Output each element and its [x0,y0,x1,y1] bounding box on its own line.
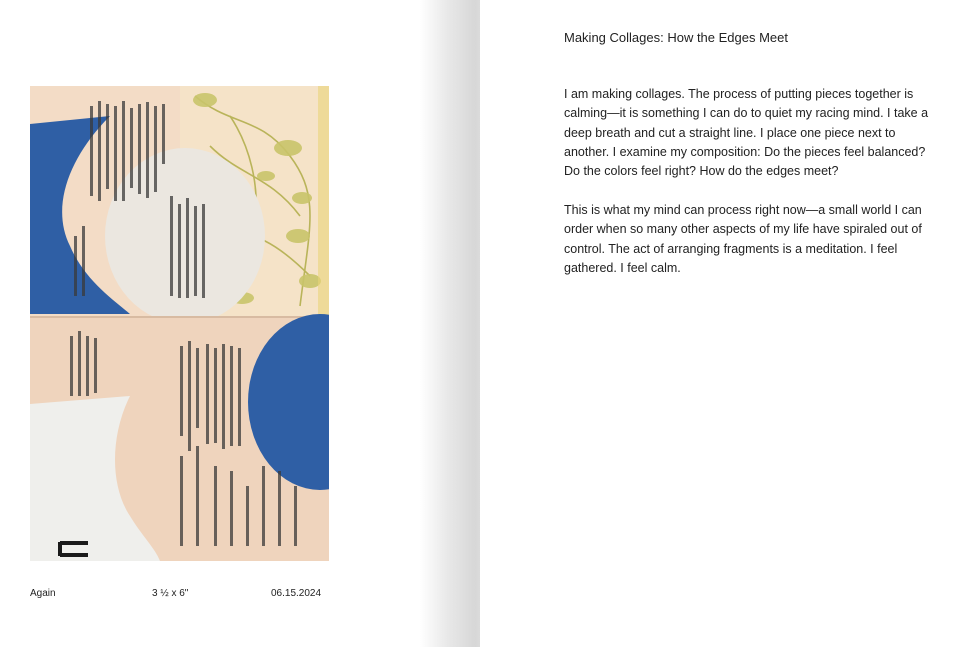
left-page [0,0,480,647]
essay-paragraph-1: I am making collages. The process of putting pieces together is calming—it is something I can do to quiet my racing mind. I take a deep breath and cut a straight line. I place one piece next to another. I examine my composition: Do the pieces feel balanced? Do the colors feel right? How do the edges meet? [564,87,929,179]
collage-image [30,86,329,561]
essay-paragraph-2: This is what my mind can process right now—a small world I can order when so many other aspects of my life have spiraled out of control. The act of arranging fragments is a meditation. I feel gathered. I feel calm. [564,203,922,275]
essay-title: Making Collages: How the Edges Meet [564,30,789,45]
artwork-date: 06.15.2024 [271,588,322,599]
artwork-title: Again [30,588,56,599]
collage-artwork [30,86,329,561]
artwork-size: 3 ½ x 6" [152,588,189,599]
